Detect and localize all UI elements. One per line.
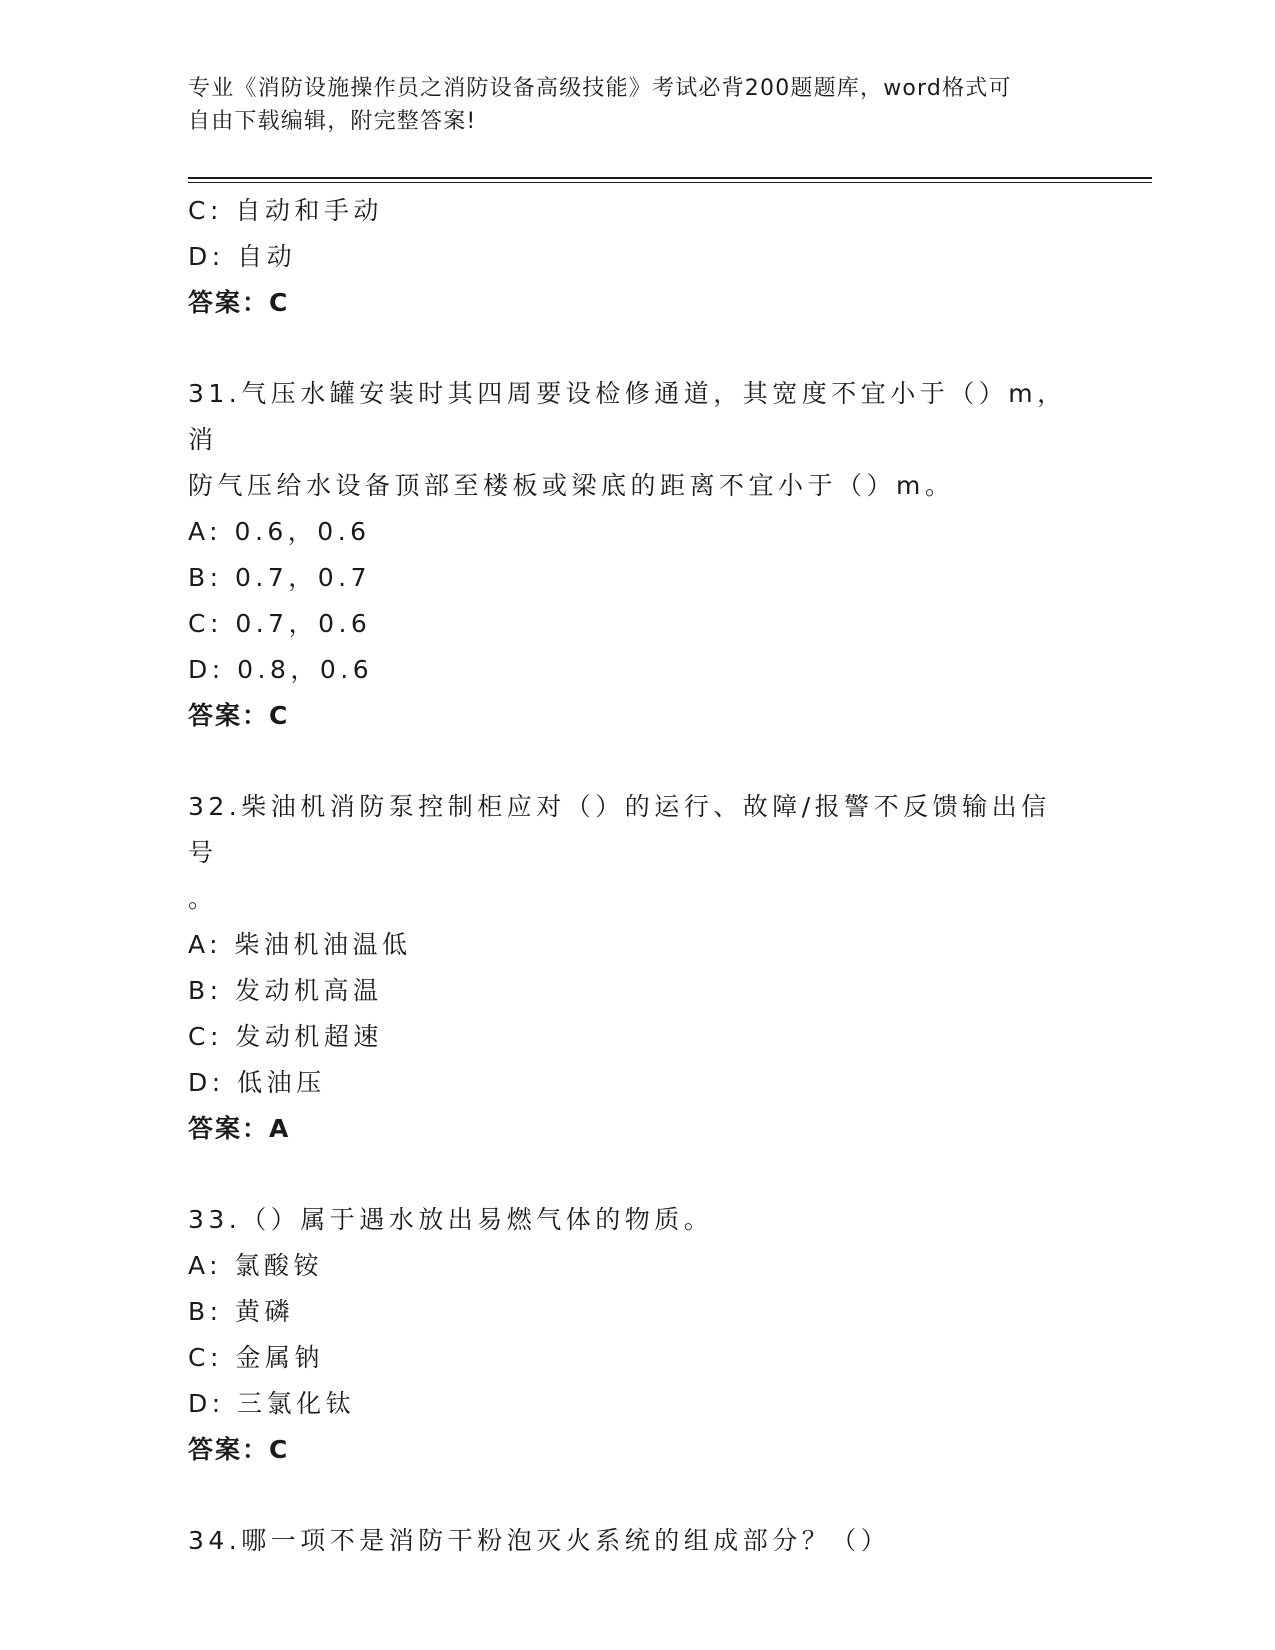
question-text-line: 32.柴油机消防泵控制柜应对（）的运行、故障/报警不反馈输出信号 [188, 792, 1051, 867]
option-d: D: 三氯化钛 [188, 1389, 356, 1418]
question-text-line: 34.哪一项不是消防干粉泡灭火系统的组成部分？（） [188, 1526, 891, 1555]
option-a: A: 柴油机油温低 [188, 930, 412, 959]
answer-line: 答案：C [188, 1435, 290, 1464]
question-text-line: 33.（）属于遇水放出易燃气体的物质。 [188, 1205, 714, 1234]
header-divider-thin [188, 182, 1152, 183]
spacer [188, 1473, 1068, 1518]
question-list [188, 188, 1068, 1564]
option-a: A: 氯酸铵 [188, 1251, 324, 1280]
option-c: C: 自动和手动 [188, 196, 383, 225]
header-line-1: 专业《消防设施操作员之消防设备高级技能》考试必背200题题库，word格式可 [188, 76, 1012, 101]
option-c: C: 金属钠 [188, 1343, 324, 1372]
question-text-line: 。 [188, 884, 218, 913]
spacer [188, 1152, 1068, 1197]
answer-line: 答案：C [188, 288, 290, 317]
option-c: C: 0.7，0.6 [188, 609, 372, 638]
spacer [188, 739, 1068, 784]
header-line-2: 自由下载编辑，附完整答案! [188, 109, 477, 134]
question-text-line: 防气压给水设备顶部至楼板或梁底的距离不宜小于（）m。 [188, 471, 955, 500]
option-c: C: 发动机超速 [188, 1022, 383, 1051]
option-b: B: 黄磷 [188, 1297, 295, 1326]
option-d: D: 低油压 [188, 1068, 326, 1097]
question-block-33 [188, 1197, 1068, 1473]
question-block-prev [188, 188, 1068, 326]
option-b: B: 发动机高温 [188, 976, 383, 1005]
answer-line: 答案：A [188, 1114, 291, 1143]
question-text-line: 31.气压水罐安装时其四周要设检修通道，其宽度不宜小于（）m，消 [188, 379, 1067, 454]
question-block-31 [188, 371, 1068, 739]
option-b: B: 0.7，0.7 [188, 563, 372, 592]
option-d: D: 0.8，0.6 [188, 655, 374, 684]
header-divider-thick [188, 177, 1152, 179]
answer-line: 答案：C [188, 701, 290, 730]
spacer [188, 326, 1068, 371]
option-a: A: 0.6，0.6 [188, 517, 371, 546]
question-block-32 [188, 784, 1068, 1152]
document-header [188, 72, 1068, 138]
question-block-34 [188, 1518, 1068, 1564]
option-d: D: 自动 [188, 242, 297, 271]
